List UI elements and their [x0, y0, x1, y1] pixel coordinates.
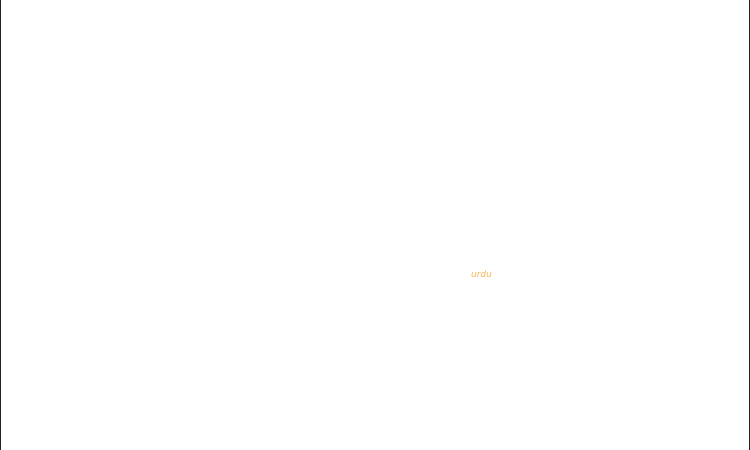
watermark-logo: urdu	[471, 270, 492, 280]
